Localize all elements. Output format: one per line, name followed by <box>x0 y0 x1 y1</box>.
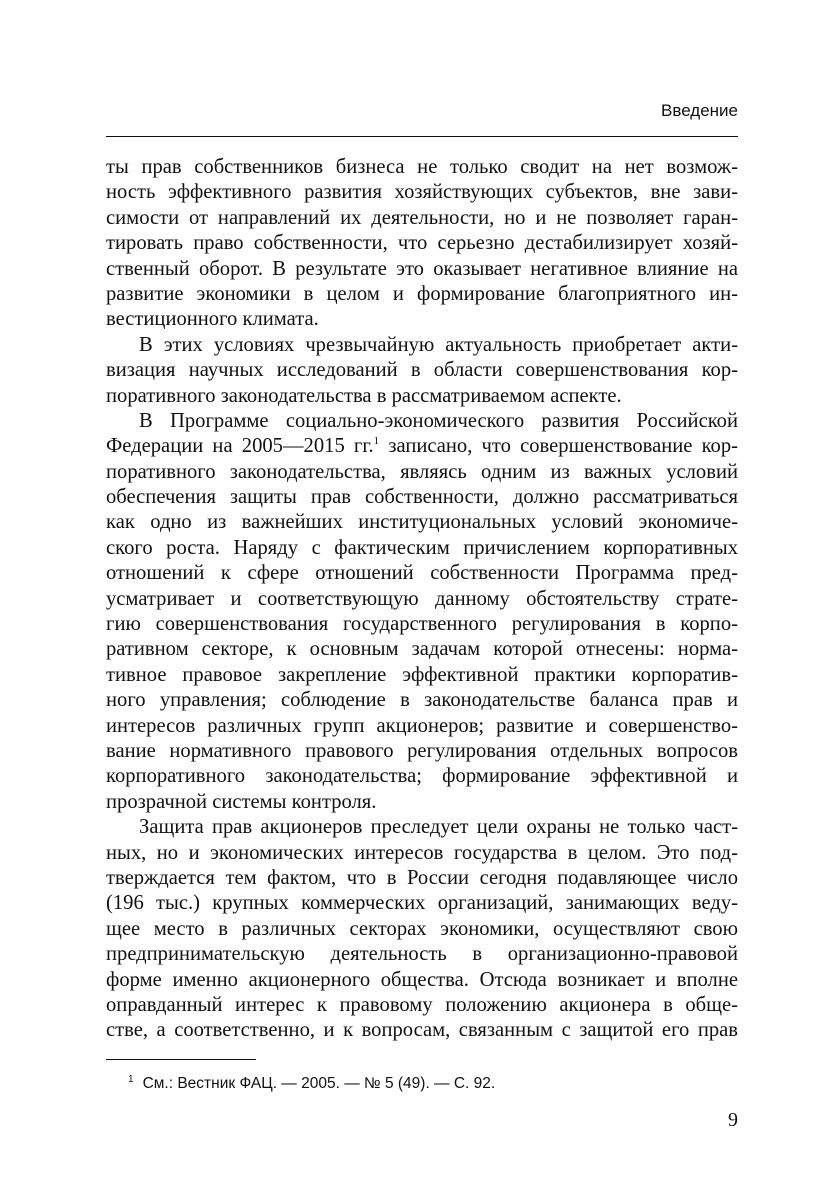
text-line: оправданный интерес к правовому положению акционера в обще- <box>106 993 738 1016</box>
text-line: усматривает и соответствующую данному обстоятельству страте- <box>106 587 738 610</box>
body-text <box>106 155 738 1044</box>
text-line: вестиционного климата. <box>106 308 319 331</box>
footnote-reference: 1 <box>373 435 380 448</box>
text-line: поративного законодательства в рассматриваемом аспекте. <box>106 384 622 407</box>
text-line: гию совершенствования государственного регулирования в корпо- <box>106 613 738 636</box>
text-line: ного управления; соблюдение в законодательстве баланса прав и <box>106 689 738 712</box>
text-line: поративного законодательства, являясь одним из важных условий <box>106 460 738 483</box>
footnote-number: 1 <box>128 1074 134 1085</box>
running-header: Введение <box>661 101 738 120</box>
text-line: форме именно акционерного общества. Отсюда возникает и вполне <box>106 968 738 991</box>
page-number: 9 <box>728 1109 738 1131</box>
text-line: отношений к сфере отношений собственности Программа пред- <box>106 562 738 585</box>
text-line: вание нормативного правового регулирования отдельных вопросов <box>106 739 738 762</box>
footnote-rule <box>106 1059 256 1060</box>
text-line <box>106 434 738 459</box>
text-line: ративном секторе, к основным задачам которой отнесены: норма- <box>106 638 738 661</box>
text-line: ных, но и экономических интересов государства в целом. Это под- <box>106 841 738 864</box>
text-line: В этих условиях чрезвычайную актуальность приобретает акти- <box>139 333 738 356</box>
text-line: ственный оборот. В результате это оказывает негативное влияние на <box>106 257 738 280</box>
text-line: ность эффективного развития хозяйствующих субъектов, вне зави- <box>106 181 738 204</box>
text-line: Защита прав акционеров преследует цели охраны не только част- <box>139 816 738 839</box>
text-line: визация научных исследований в области совершенствования кор- <box>106 359 738 382</box>
text-line: симости от направлений их деятельности, но и не позволяет гаран- <box>106 206 738 229</box>
footnote-text: См.: Вестник ФАЦ. — 2005. — № 5 (49). — С. 92. <box>142 1075 496 1092</box>
text-line: прозрачной системы контроля. <box>106 790 377 813</box>
text-line: В Программе социально-экономического развития Российской <box>139 409 738 432</box>
text-line: развитие экономики в целом и формирование благоприятного ин- <box>106 282 738 305</box>
footnote <box>128 1074 495 1093</box>
text-segment: Федерации на 2005—2015 гг. <box>106 435 374 458</box>
text-line: ты прав собственников бизнеса не только сводит на нет возмож- <box>106 156 738 178</box>
text-line: (196 тыс.) крупных коммерческих организаций, занимающих веду- <box>106 892 738 915</box>
text-line: щее место в различных секторах экономики, осуществляют свою <box>106 917 738 940</box>
text-line: тивное правовое закрепление эффективной практики корпоратив- <box>106 663 738 686</box>
text-line: стве, а соответственно, и к вопросам, связанным с защитой его прав <box>106 1019 738 1042</box>
header-rule <box>106 136 738 137</box>
text-line: обеспечения защиты прав собственности, должно рассматриваться <box>106 486 738 509</box>
text-line: тировать право собственности, что серьезно дестабилизирует хозяй- <box>106 232 738 255</box>
text-line: интересов различных групп акционеров; развитие и совершенство- <box>106 714 738 737</box>
text-line: предпринимательскую деятельность в организационно-правовой <box>106 943 738 966</box>
text-line: корпоративного законодательства; формирование эффективной и <box>106 765 738 788</box>
text-segment: записано, что совершенствование кор- <box>379 435 738 458</box>
text-line: ского роста. Наряду с фактическим причислением корпоративных <box>106 536 738 559</box>
text-line: тверждается тем фактом, что в России сегодня подавляющее число <box>106 866 738 889</box>
text-line: как одно из важнейших институциональных условий экономиче- <box>106 511 738 534</box>
